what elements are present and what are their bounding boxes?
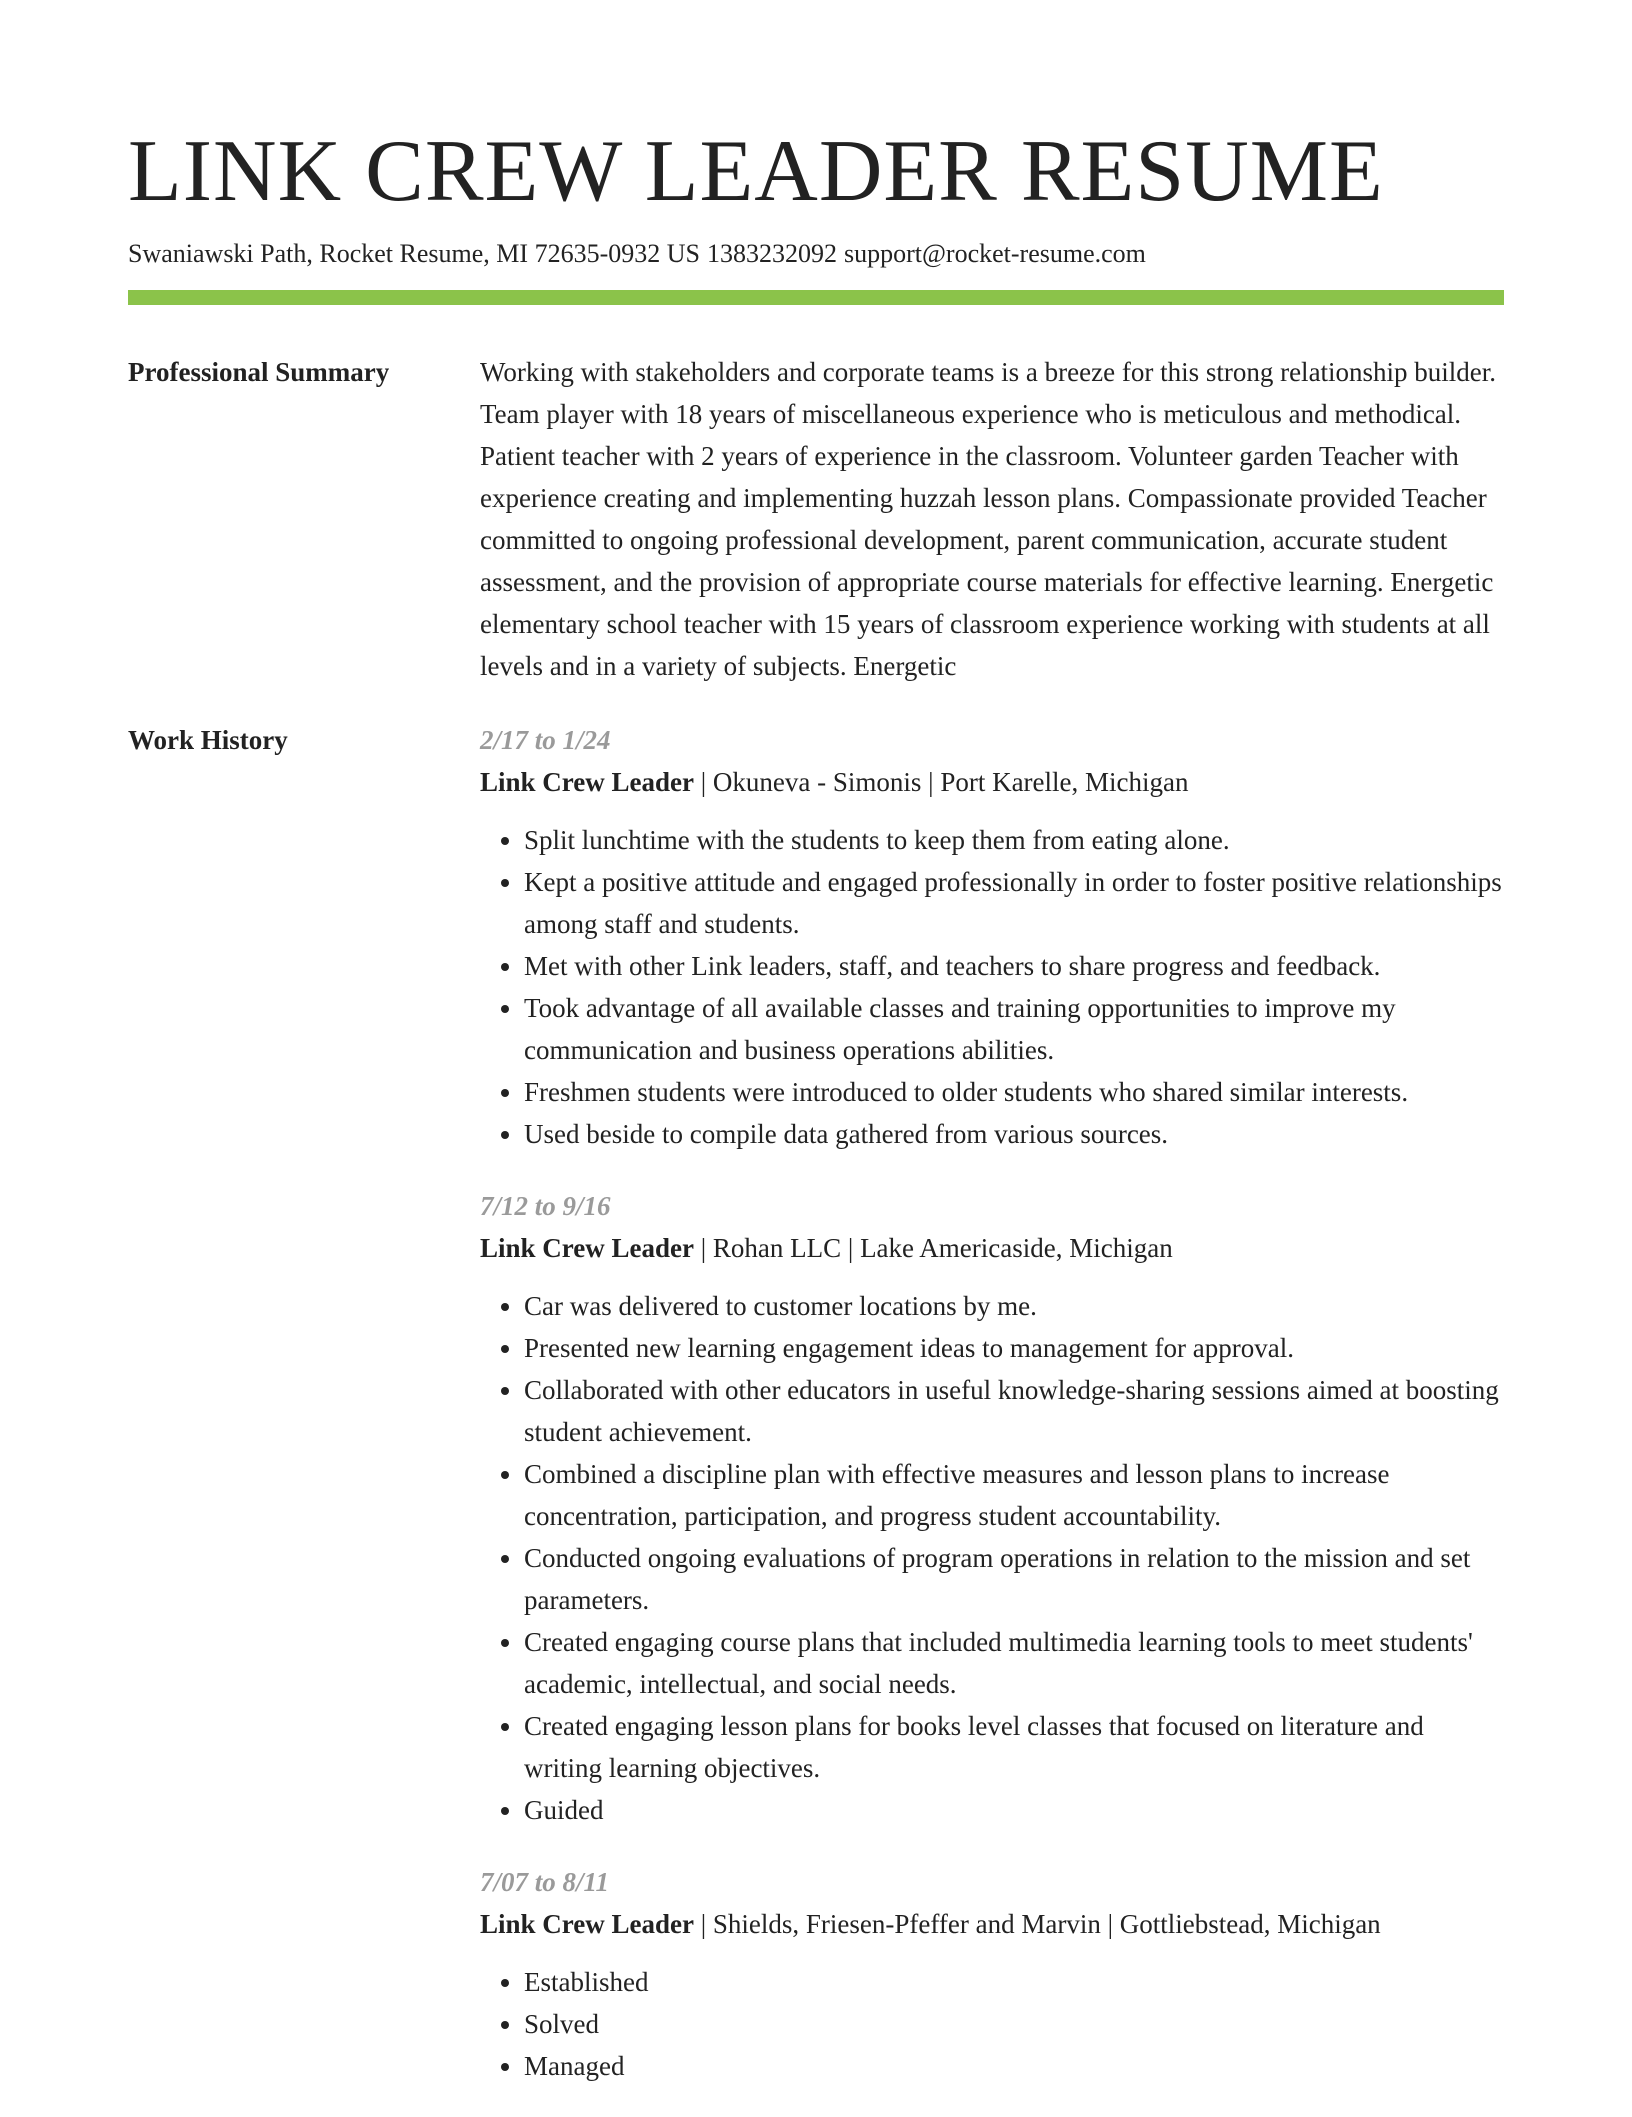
job-heading: Link Crew Leader | Okuneva - Simonis | Port Karelle, Michigan [480, 767, 1189, 797]
header-divider [128, 290, 1504, 305]
summary-text: Working with stakeholders and corporate teams is a breeze for this strong relationship builder. Team player with 18 years of miscellaneous experience who is meticulous and methodical. Patient teacher with 2 years of experience in the classroom. Volunteer garden Teacher with experience creating and implementing huzzah lesson plans. Compassionate provided Teacher committed to ongoing professional development, parent communication, accurate student assessment, and the provision of appropriate course materials for effective learning. Energetic elementary school teacher with 15 years of classroom experience working with students at all levels and in a variety of subjects. Energetic [480, 357, 1497, 681]
job-entry [480, 719, 1504, 1155]
job-bullet: • Car was delivered to customer locations by me. [524, 1285, 1504, 1327]
job-bullet: • Used beside to compile data gathered from various sources. [524, 1113, 1504, 1155]
job-dates: 7/07 to 8/11 [480, 1867, 610, 1897]
job-company: Shields, Friesen-Pfeffer and Marvin [712, 1909, 1101, 1939]
job-location: Port Karelle, Michigan [940, 767, 1189, 797]
job-location: Lake Americaside, Michigan [860, 1233, 1173, 1263]
job-bullets [480, 819, 1504, 1155]
job-bullet: • Created engaging course plans that included multimedia learning tools to meet students' academic, intellectual, and social needs. [524, 1621, 1504, 1705]
job-location: Gottliebstead, Michigan [1119, 1909, 1381, 1939]
job-bullet: • Met with other Link leaders, staff, and teachers to share progress and feedback. [524, 945, 1504, 987]
job-bullet: • Guided [524, 1789, 1504, 1831]
job-bullet: • Conducted ongoing evaluations of program operations in relation to the mission and set parameters. [524, 1537, 1504, 1621]
job-dates: 2/17 to 1/24 [480, 725, 611, 755]
work-history-section [128, 719, 1504, 2117]
job-title: Link Crew Leader [480, 1233, 694, 1263]
job-entry [480, 1861, 1504, 2087]
contact-line [128, 236, 1504, 272]
job-company: Rohan LLC [712, 1233, 842, 1263]
job-bullet: • Established [524, 1961, 1504, 2003]
job-bullet: • Combined a discipline plan with effective measures and lesson plans to increase concentration, participation, and progress student accountability. [524, 1453, 1504, 1537]
resume-title: LINK CREW LEADER RESUME [128, 123, 1384, 220]
job-bullets [480, 1961, 1504, 2087]
job-bullet: • Collaborated with other educators in useful knowledge-sharing sessions aimed at boosting student achievement. [524, 1369, 1504, 1453]
phone: 1383232092 [706, 239, 837, 268]
summary-label: Professional Summary [128, 357, 390, 387]
job-heading: Link Crew Leader | Shields, Friesen-Pfeffer and Marvin | Gottliebstead, Michigan [480, 1909, 1381, 1939]
job-title: Link Crew Leader [480, 767, 694, 797]
job-dates: 7/12 to 9/16 [480, 1191, 611, 1221]
job-bullet: • Freshmen students were introduced to older students who shared similar interests. [524, 1071, 1504, 1113]
job-bullets [480, 1285, 1504, 1831]
summary-section [128, 351, 1504, 687]
email: support@rocket-resume.com [843, 239, 1146, 268]
job-bullet: • Presented new learning engagement ideas to management for approval. [524, 1327, 1504, 1369]
job-bullet: • Split lunchtime with the students to keep them from eating alone. [524, 819, 1504, 861]
job-heading: Link Crew Leader | Rohan LLC | Lake Americaside, Michigan [480, 1233, 1173, 1263]
job-bullet: • Took advantage of all available classes and training opportunities to improve my communication and business operations abilities. [524, 987, 1504, 1071]
job-bullet: • Created engaging lesson plans for books level classes that focused on literature and writing learning objectives. [524, 1705, 1504, 1789]
job-bullet: • Managed [524, 2045, 1504, 2087]
job-bullet: • Solved [524, 2003, 1504, 2045]
job-company: Okuneva - Simonis [712, 767, 922, 797]
job-list [480, 719, 1504, 2117]
job-entry [480, 1185, 1504, 1831]
address: Swaniawski Path, Rocket Resume, MI 72635-0932 US [128, 239, 700, 268]
job-title: Link Crew Leader [480, 1909, 694, 1939]
resume-page [128, 118, 1504, 2117]
job-bullet: • Kept a positive attitude and engaged professionally in order to foster positive relationships among staff and students. [524, 861, 1504, 945]
work-history-label: Work History [128, 725, 288, 755]
